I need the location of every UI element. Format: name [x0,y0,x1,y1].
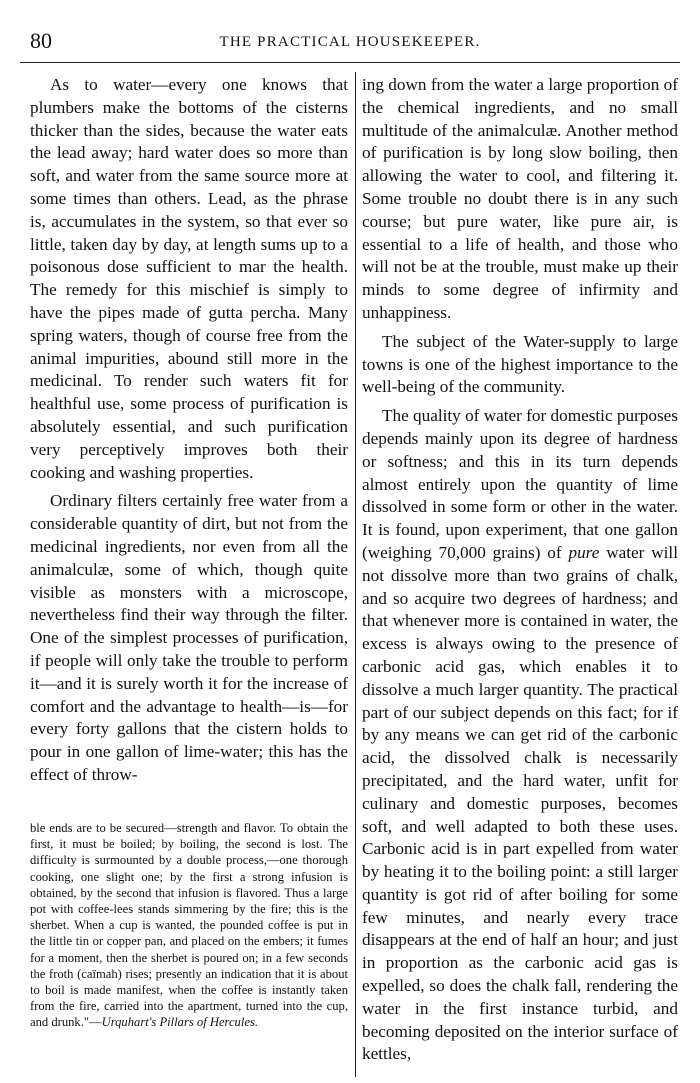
page-header [20,28,680,63]
footnote [30,820,348,1031]
running-title: THE PRACTICAL HOUSEKEEPER. [219,34,481,50]
left-column [30,74,348,793]
column-divider [355,72,356,1077]
quality-emphasis: pure [568,542,600,562]
footnote-text [30,820,348,1031]
paragraph-water-lead: As to water—every one knows that plumbers make the bottoms of the cisterns thicker than the sides, because the water eats the lead away; hard water does so more than soft, and water from the same source more at some times than others. Lead, as the phrase is, accumulates in the system, so that ever so little, taken day by day, at length sums up to a poisonous dose sufficient to mar the health. The remedy for this mischief is simply to have the pipes made of gutta percha. Many spring waters, though of course free from the animal impurities, abound still more in the medicinal. To render such waters fit for healthful use, some process of purification is absolutely essential, and such purification very perceptively improves both their cooking and washing properties. [30,75,348,482]
right-column [362,74,678,1072]
paragraph-filters: Ordinary filters certainly free water from a considerable quantity of dirt, but not from the medicinal ingredients, nor even from all the animalculæ, some of which, though quite visible as monsters with a microscope, nevertheless find their way through the filter. One of the simplest processes of purification, if people will only take the trouble to perform it—and it is surely worth it for the increase of comfort and the advantage to health—is—for every forty gallons that the cistern holds to pour in one gallon of lime-water; this has the effect of throw- [30,491,348,784]
paragraph-water-quality [362,405,678,1066]
quality-text-a: The quality of water for domestic purposes depends mainly upon its degree of hardness or softness; and this in its turn depends almost entirely upon the quantity of lime dissolved in some form or other in the water. It is found, upon experiment, that one gallon (weighing 70,000 grains) of [362,406,678,562]
footnote-body: ble ends are to be secured—strength and flavor. To obtain the first, it must be boiled; by boiling, the second is lost. The difficulty is surmounted by a double process,—one thorough cooking, one slight one; by the first a strong infusion is obtained, by the second that infusion is flavored. Thus a large pot with coffee-lees stands simmering by the fire; this is the sherbet. When a cup is wanted, the pounded coffee is put in the little tin or copper pan, and placed on the embers; it fumes for a moment, then the sherbet is poured on; in a few seconds the froth (caïmah) rises; presently an indication that it is about to boil is made manifest, when the coffee is instantly taken from the fire, carried into the apartment, turned into the cup, and drunk."— [30,821,348,1030]
quality-text-b: water will not dissolve more than two grains of chalk, and so acquire two degrees of hardness; and that whenever more is contained in water, the excess is always owing to the presence of carbonic acid gas, which enables it to dissolve a much larger quantity. The practical part of our subject depends on this fact; for if by any means we can get rid of the carbonic acid, the dissolved chalk is necessarily precipitated, and the hard water, unfit for culinary and domestic purposes, becomes soft, and well adapted to both these uses. Carbonic acid is in part expelled from water by heating it to the boiling point: a still larger quantity is got rid of after boiling for some few minutes, and nearly every trace disappears at the end of half an hour; and just in proportion as the carbonic acid gas is expelled, so does the chalk fall, rendering the water in the first instance turbid, and becoming deposited on the interior surface of kettles, [362,542,678,1064]
page-number: 80 [30,28,52,53]
paragraph-continuation: ing down from the water a large proportion of the chemical ingredients, and no small multitude of the animalculæ. Another method of purification is by long slow boiling, then allowing the water to cool, and filtering it. Some trouble no doubt there is in any such course; but pure water, like pure air, is essential to a life of health, and those who will not be at the trouble, must make up their minds to some degree of infirmity and unhappiness. [362,75,678,322]
footnote-citation: Urquhart's Pillars of Hercules. [101,1015,258,1030]
paragraph-water-supply: The subject of the Water-supply to large towns is one of the highest importance to the well-being of the community. [362,331,678,397]
